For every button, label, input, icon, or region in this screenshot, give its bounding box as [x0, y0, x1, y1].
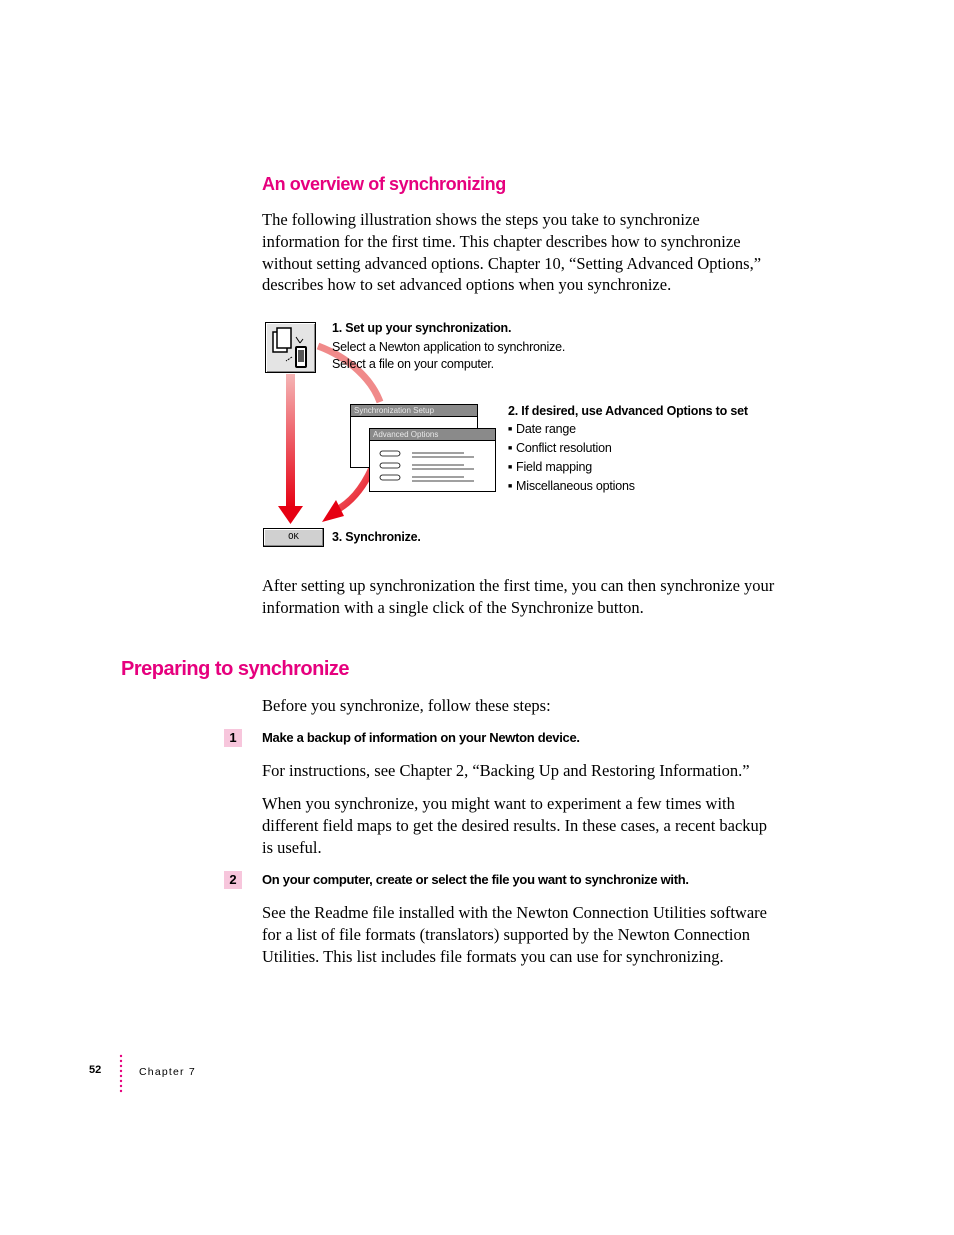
step2-title: 2. If desired, use Advanced Options to set [508, 404, 748, 418]
paragraph-line: After setting up synchronization the first time, you can then synchronize your [262, 576, 775, 595]
options-list-graphic [370, 441, 495, 491]
paragraph-line: describes how to set advanced options when you synchronize. [262, 275, 672, 295]
step1-line: Select a Newton application to synchronize. [332, 340, 566, 354]
paragraph-line: See the Readme file installed with the Newton Connection Utilities software [262, 903, 767, 922]
page-number: 52 [89, 1064, 102, 1076]
window-title: Advanced Options [370, 429, 495, 441]
paragraph-line: For instructions, see Chapter 2, “Backing Up and Restoring Information.” [262, 761, 750, 780]
list-item: ■ Field mapping [508, 459, 635, 478]
advanced-options-list [508, 421, 635, 497]
paragraph-line: for a list of file formats (translators) supported by the Newton Connection [262, 924, 751, 944]
step-paragraph [262, 793, 822, 858]
paragraph-line: The following illustration shows the steps you take to synchronize [262, 210, 700, 229]
step-title: Make a backup of information on your Newton device. [262, 730, 580, 745]
list-item: ■ Date range [508, 421, 635, 440]
step-paragraph [262, 902, 822, 967]
paragraph-line: information for the first time. This chapter describes how to synchronize [262, 231, 741, 251]
paragraph-line: Utilities. This list includes file formats you can use for synchronizing. [262, 946, 724, 966]
preparing-intro: Before you synchronize, follow these steps: [262, 696, 551, 715]
advanced-options-window [369, 428, 496, 492]
step-number-badge: 1 [224, 729, 242, 747]
paragraph-line: information with a single click of the Synchronize button. [262, 597, 644, 617]
list-item: ■ Miscellaneous options [508, 478, 635, 497]
step-number-badge: 2 [224, 871, 242, 889]
after-setup-paragraph [262, 575, 822, 619]
list-item: ■ Conflict resolution [508, 440, 635, 459]
window-title: Synchronization Setup [351, 405, 477, 417]
arrow-shaft-vertical [286, 374, 295, 508]
step3-title: 3. Synchronize. [332, 530, 421, 544]
step1-title: 1. Set up your synchronization. [332, 321, 512, 335]
synchronization-illustration [0, 0, 954, 560]
step-title: On your computer, create or select the file you want to synchronize with. [262, 872, 689, 887]
step-paragraph [262, 760, 822, 782]
arrow-curve-to-ok [335, 468, 372, 511]
paragraph-line: When you synchronize, you might want to experiment a few times with [262, 794, 735, 813]
arrow-head-vertical [278, 506, 303, 524]
section-heading-overview: An overview of synchronizing [262, 174, 506, 194]
synchronize-app-icon [265, 322, 316, 373]
dotted-rule [118, 1054, 124, 1094]
ok-button: OK [263, 528, 324, 547]
section-heading-preparing: Preparing to synchronize [121, 658, 350, 680]
paragraph-line: is useful. [262, 837, 322, 857]
arrow-head-curve [322, 500, 344, 522]
paragraph-line: without setting advanced options. Chapter 10, “Setting Advanced Options,” [262, 253, 762, 273]
paragraph-line: different field maps to get the desired results. In these cases, a recent backup [262, 815, 768, 835]
step1-line: Select a file on your computer. [332, 357, 494, 371]
document-sync-icon [266, 323, 315, 372]
chapter-label: Chapter 7 [139, 1066, 196, 1078]
